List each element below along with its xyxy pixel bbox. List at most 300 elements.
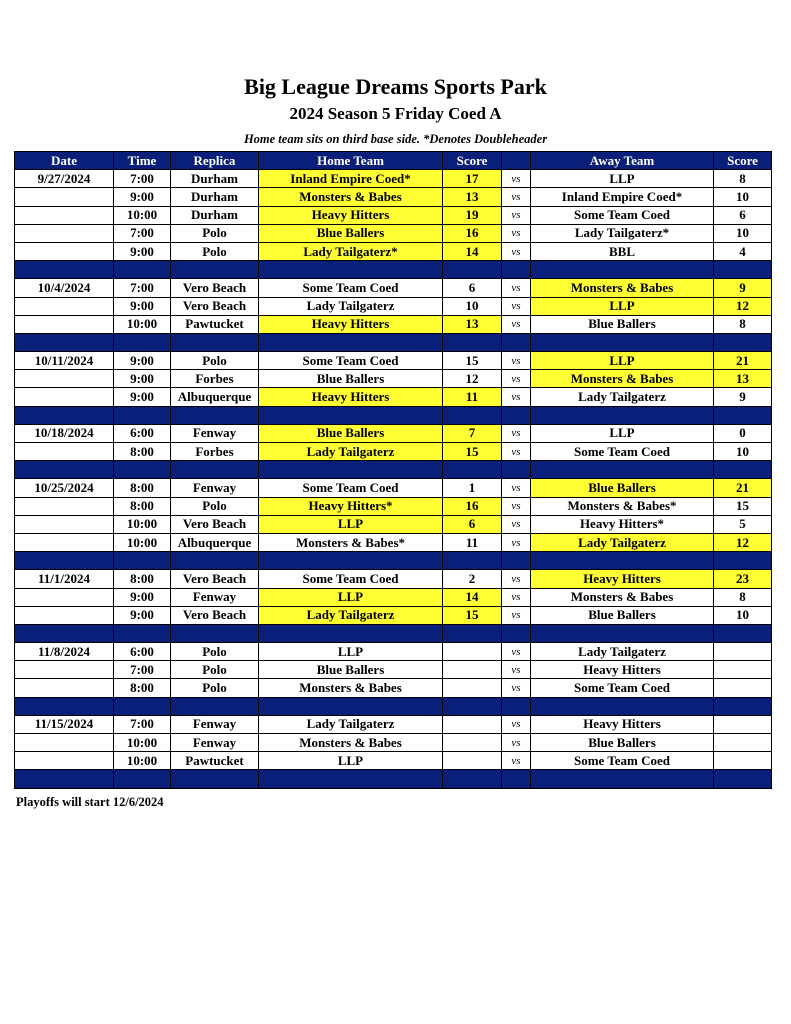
home-score: 13 [443, 315, 502, 333]
week-separator-row [15, 333, 772, 351]
game-row [15, 297, 772, 315]
game-date [15, 242, 114, 260]
game-time: 8:00 [114, 497, 171, 515]
away-score [714, 752, 772, 770]
vs-label: vs [502, 224, 531, 242]
game-row [15, 188, 772, 206]
away-score: 8 [714, 170, 772, 188]
game-row [15, 679, 772, 697]
home-score: 15 [443, 606, 502, 624]
home-team: Monsters & Babes [259, 679, 443, 697]
game-date [15, 588, 114, 606]
away-score: 10 [714, 606, 772, 624]
game-date: 11/1/2024 [15, 570, 114, 588]
separator-cell [714, 261, 772, 279]
separator-cell [259, 552, 443, 570]
separator-cell [114, 624, 171, 642]
game-row [15, 533, 772, 551]
separator-cell [171, 552, 259, 570]
away-score: 8 [714, 588, 772, 606]
game-date [15, 515, 114, 533]
home-team: Some Team Coed [259, 279, 443, 297]
home-score: 15 [443, 352, 502, 370]
separator-cell [443, 261, 502, 279]
separator-cell [714, 333, 772, 351]
game-field: Vero Beach [171, 606, 259, 624]
vs-label: vs [502, 661, 531, 679]
game-row [15, 315, 772, 333]
col-header-home-score: Score [443, 152, 502, 170]
away-team: Some Team Coed [531, 443, 714, 461]
week-separator-row [15, 624, 772, 642]
game-date [15, 370, 114, 388]
game-row [15, 661, 772, 679]
separator-cell [502, 461, 531, 479]
separator-cell [502, 406, 531, 424]
vs-label: vs [502, 424, 531, 442]
col-header-away-team: Away Team [531, 152, 714, 170]
away-score: 10 [714, 188, 772, 206]
separator-cell [443, 461, 502, 479]
away-team: Some Team Coed [531, 679, 714, 697]
game-date [15, 606, 114, 624]
week-separator-row [15, 552, 772, 570]
home-team: Blue Ballers [259, 224, 443, 242]
game-row [15, 388, 772, 406]
week-separator-row [15, 406, 772, 424]
away-score [714, 679, 772, 697]
game-field: Durham [171, 170, 259, 188]
separator-cell [502, 333, 531, 351]
separator-cell [502, 624, 531, 642]
away-team: Blue Ballers [531, 606, 714, 624]
game-row [15, 497, 772, 515]
game-date [15, 661, 114, 679]
separator-cell [502, 261, 531, 279]
game-time: 8:00 [114, 679, 171, 697]
game-date [15, 679, 114, 697]
schedule-note: Home team sits on third base side. *Denotes Doubleheader [243, 132, 548, 146]
home-score [443, 752, 502, 770]
game-time: 8:00 [114, 479, 171, 497]
away-score: 8 [714, 315, 772, 333]
home-team: Blue Ballers [259, 370, 443, 388]
separator-cell [531, 624, 714, 642]
separator-cell [114, 261, 171, 279]
game-field: Polo [171, 242, 259, 260]
away-score: 10 [714, 443, 772, 461]
home-team: Blue Ballers [259, 661, 443, 679]
col-header-date: Date [15, 152, 114, 170]
game-date: 9/27/2024 [15, 170, 114, 188]
game-row [15, 170, 772, 188]
separator-cell [15, 461, 114, 479]
away-score: 10 [714, 224, 772, 242]
home-score [443, 661, 502, 679]
separator-cell [171, 461, 259, 479]
away-team: Monsters & Babes [531, 370, 714, 388]
game-row [15, 370, 772, 388]
game-time: 10:00 [114, 315, 171, 333]
separator-cell [443, 624, 502, 642]
separator-cell [443, 552, 502, 570]
separator-cell [443, 697, 502, 715]
vs-label: vs [502, 352, 531, 370]
game-row [15, 752, 772, 770]
home-team: Monsters & Babes* [259, 533, 443, 551]
game-time: 10:00 [114, 734, 171, 752]
away-team: Monsters & Babes* [531, 497, 714, 515]
separator-cell [114, 461, 171, 479]
game-date: 11/15/2024 [15, 715, 114, 733]
home-score [443, 715, 502, 733]
game-time: 10:00 [114, 206, 171, 224]
game-date: 11/8/2024 [15, 643, 114, 661]
game-date [15, 188, 114, 206]
game-row [15, 352, 772, 370]
separator-cell [259, 333, 443, 351]
away-team: Blue Ballers [531, 479, 714, 497]
away-team: Some Team Coed [531, 752, 714, 770]
separator-cell [259, 406, 443, 424]
game-time: 6:00 [114, 643, 171, 661]
game-field: Fenway [171, 479, 259, 497]
home-score: 12 [443, 370, 502, 388]
away-team: LLP [531, 352, 714, 370]
away-score: 9 [714, 279, 772, 297]
game-time: 7:00 [114, 661, 171, 679]
week-separator-row [15, 261, 772, 279]
separator-cell [443, 406, 502, 424]
separator-cell [15, 406, 114, 424]
game-time: 7:00 [114, 170, 171, 188]
vs-label: vs [502, 715, 531, 733]
game-field: Polo [171, 224, 259, 242]
game-time: 7:00 [114, 224, 171, 242]
game-row [15, 643, 772, 661]
game-row [15, 206, 772, 224]
separator-cell [714, 461, 772, 479]
home-score: 6 [443, 515, 502, 533]
playoffs-note: Playoffs will start 12/6/2024 [16, 795, 164, 809]
separator-cell [114, 770, 171, 788]
away-score: 13 [714, 370, 772, 388]
game-field: Durham [171, 188, 259, 206]
away-score: 0 [714, 424, 772, 442]
home-score: 13 [443, 188, 502, 206]
away-score: 4 [714, 242, 772, 260]
away-team: Heavy Hitters* [531, 515, 714, 533]
separator-cell [171, 624, 259, 642]
game-time: 10:00 [114, 515, 171, 533]
game-date [15, 734, 114, 752]
col-header-replica: Replica [171, 152, 259, 170]
game-field: Fenway [171, 588, 259, 606]
separator-cell [15, 261, 114, 279]
home-team: Some Team Coed [259, 352, 443, 370]
game-field: Vero Beach [171, 297, 259, 315]
away-team: LLP [531, 297, 714, 315]
vs-label: vs [502, 297, 531, 315]
game-time: 8:00 [114, 570, 171, 588]
game-row [15, 443, 772, 461]
away-team: Blue Ballers [531, 315, 714, 333]
game-field: Fenway [171, 715, 259, 733]
separator-cell [114, 333, 171, 351]
game-date: 10/4/2024 [15, 279, 114, 297]
home-score: 16 [443, 497, 502, 515]
away-team: Lady Tailgaterz [531, 533, 714, 551]
game-date [15, 206, 114, 224]
game-row [15, 224, 772, 242]
game-row [15, 242, 772, 260]
separator-cell [714, 406, 772, 424]
away-score: 5 [714, 515, 772, 533]
game-field: Vero Beach [171, 515, 259, 533]
away-score: 12 [714, 297, 772, 315]
away-team: Lady Tailgaterz [531, 643, 714, 661]
game-row [15, 734, 772, 752]
separator-cell [114, 406, 171, 424]
away-score: 23 [714, 570, 772, 588]
schedule-table [14, 151, 772, 789]
game-date [15, 752, 114, 770]
away-team: Heavy Hitters [531, 715, 714, 733]
home-team: LLP [259, 752, 443, 770]
game-date [15, 497, 114, 515]
separator-cell [259, 461, 443, 479]
away-team: Heavy Hitters [531, 661, 714, 679]
home-team: Heavy Hitters [259, 388, 443, 406]
vs-label: vs [502, 479, 531, 497]
game-time: 10:00 [114, 752, 171, 770]
vs-label: vs [502, 206, 531, 224]
separator-cell [714, 624, 772, 642]
separator-cell [502, 697, 531, 715]
game-date [15, 443, 114, 461]
home-score: 14 [443, 242, 502, 260]
home-score [443, 734, 502, 752]
separator-cell [531, 333, 714, 351]
home-score: 10 [443, 297, 502, 315]
separator-cell [531, 461, 714, 479]
game-field: Vero Beach [171, 279, 259, 297]
home-team: Lady Tailgaterz [259, 715, 443, 733]
game-row [15, 606, 772, 624]
separator-cell [502, 552, 531, 570]
home-score: 1 [443, 479, 502, 497]
vs-label: vs [502, 515, 531, 533]
game-field: Fenway [171, 734, 259, 752]
away-score [714, 734, 772, 752]
game-field: Polo [171, 497, 259, 515]
game-time: 9:00 [114, 388, 171, 406]
schedule-header-row [15, 152, 772, 170]
vs-label: vs [502, 370, 531, 388]
separator-cell [502, 770, 531, 788]
home-team: Lady Tailgaterz* [259, 242, 443, 260]
game-time: 8:00 [114, 443, 171, 461]
game-row [15, 715, 772, 733]
home-team: Blue Ballers [259, 424, 443, 442]
separator-cell [15, 624, 114, 642]
vs-label: vs [502, 643, 531, 661]
away-team: Monsters & Babes [531, 588, 714, 606]
home-team: Inland Empire Coed* [259, 170, 443, 188]
separator-cell [259, 261, 443, 279]
away-score: 9 [714, 388, 772, 406]
vs-label: vs [502, 188, 531, 206]
game-row [15, 279, 772, 297]
game-time: 9:00 [114, 606, 171, 624]
away-team: Monsters & Babes [531, 279, 714, 297]
away-team: Some Team Coed [531, 206, 714, 224]
game-field: Pawtucket [171, 752, 259, 770]
game-time: 7:00 [114, 279, 171, 297]
separator-cell [714, 552, 772, 570]
vs-label: vs [502, 679, 531, 697]
home-score: 16 [443, 224, 502, 242]
game-date [15, 388, 114, 406]
col-header-time: Time [114, 152, 171, 170]
game-date: 10/18/2024 [15, 424, 114, 442]
separator-cell [114, 697, 171, 715]
home-team: Heavy Hitters [259, 206, 443, 224]
separator-cell [171, 697, 259, 715]
home-score: 7 [443, 424, 502, 442]
separator-cell [714, 697, 772, 715]
vs-label: vs [502, 606, 531, 624]
home-team: LLP [259, 588, 443, 606]
separator-cell [114, 552, 171, 570]
game-field: Vero Beach [171, 570, 259, 588]
home-team: Some Team Coed [259, 479, 443, 497]
separator-cell [15, 770, 114, 788]
vs-label: vs [502, 752, 531, 770]
game-date [15, 224, 114, 242]
home-team: Some Team Coed [259, 570, 443, 588]
home-team: LLP [259, 515, 443, 533]
game-time: 9:00 [114, 188, 171, 206]
game-row [15, 515, 772, 533]
vs-label: vs [502, 443, 531, 461]
week-separator-row [15, 697, 772, 715]
away-team: LLP [531, 170, 714, 188]
separator-cell [171, 261, 259, 279]
separator-cell [259, 624, 443, 642]
separator-cell [15, 697, 114, 715]
separator-cell [714, 770, 772, 788]
separator-cell [259, 697, 443, 715]
week-separator-row [15, 770, 772, 788]
home-score: 11 [443, 388, 502, 406]
col-header-away-score: Score [714, 152, 772, 170]
away-score: 12 [714, 533, 772, 551]
separator-cell [443, 770, 502, 788]
home-score: 17 [443, 170, 502, 188]
away-team: LLP [531, 424, 714, 442]
vs-label: vs [502, 315, 531, 333]
vs-label: vs [502, 388, 531, 406]
week-separator-row [15, 461, 772, 479]
game-time: 9:00 [114, 297, 171, 315]
game-field: Fenway [171, 424, 259, 442]
game-row [15, 570, 772, 588]
vs-label: vs [502, 570, 531, 588]
home-team: Heavy Hitters [259, 315, 443, 333]
away-score: 6 [714, 206, 772, 224]
home-score [443, 679, 502, 697]
home-team: Lady Tailgaterz [259, 297, 443, 315]
separator-cell [171, 770, 259, 788]
game-row [15, 424, 772, 442]
vs-label: vs [502, 497, 531, 515]
game-row [15, 479, 772, 497]
schedule-body [15, 170, 772, 788]
home-team: Monsters & Babes [259, 734, 443, 752]
home-team: Lady Tailgaterz [259, 443, 443, 461]
game-field: Durham [171, 206, 259, 224]
game-field: Polo [171, 643, 259, 661]
game-time: 9:00 [114, 352, 171, 370]
game-date [15, 297, 114, 315]
separator-cell [171, 406, 259, 424]
game-date [15, 533, 114, 551]
separator-cell [531, 261, 714, 279]
game-time: 9:00 [114, 242, 171, 260]
away-score [714, 715, 772, 733]
col-header-home-team: Home Team [259, 152, 443, 170]
game-time: 9:00 [114, 370, 171, 388]
game-time: 10:00 [114, 533, 171, 551]
away-score [714, 643, 772, 661]
separator-cell [15, 552, 114, 570]
game-date: 10/25/2024 [15, 479, 114, 497]
away-score: 21 [714, 479, 772, 497]
game-field: Polo [171, 352, 259, 370]
away-team: Blue Ballers [531, 734, 714, 752]
away-team: Inland Empire Coed* [531, 188, 714, 206]
separator-cell [259, 770, 443, 788]
separator-cell [443, 333, 502, 351]
col-header-vs [502, 152, 531, 170]
away-score [714, 661, 772, 679]
home-team: Heavy Hitters* [259, 497, 443, 515]
vs-label: vs [502, 588, 531, 606]
season-subtitle: 2024 Season 5 Friday Coed A [289, 104, 502, 123]
home-team: Lady Tailgaterz [259, 606, 443, 624]
separator-cell [531, 770, 714, 788]
game-time: 6:00 [114, 424, 171, 442]
game-date [15, 315, 114, 333]
separator-cell [531, 697, 714, 715]
home-score [443, 643, 502, 661]
vs-label: vs [502, 170, 531, 188]
away-score: 21 [714, 352, 772, 370]
game-field: Pawtucket [171, 315, 259, 333]
separator-cell [531, 406, 714, 424]
game-field: Polo [171, 661, 259, 679]
separator-cell [531, 552, 714, 570]
home-team: LLP [259, 643, 443, 661]
away-team: BBL [531, 242, 714, 260]
game-row [15, 588, 772, 606]
game-field: Polo [171, 679, 259, 697]
game-field: Albuquerque [171, 388, 259, 406]
game-field: Forbes [171, 443, 259, 461]
away-team: Lady Tailgaterz* [531, 224, 714, 242]
home-score: 14 [443, 588, 502, 606]
